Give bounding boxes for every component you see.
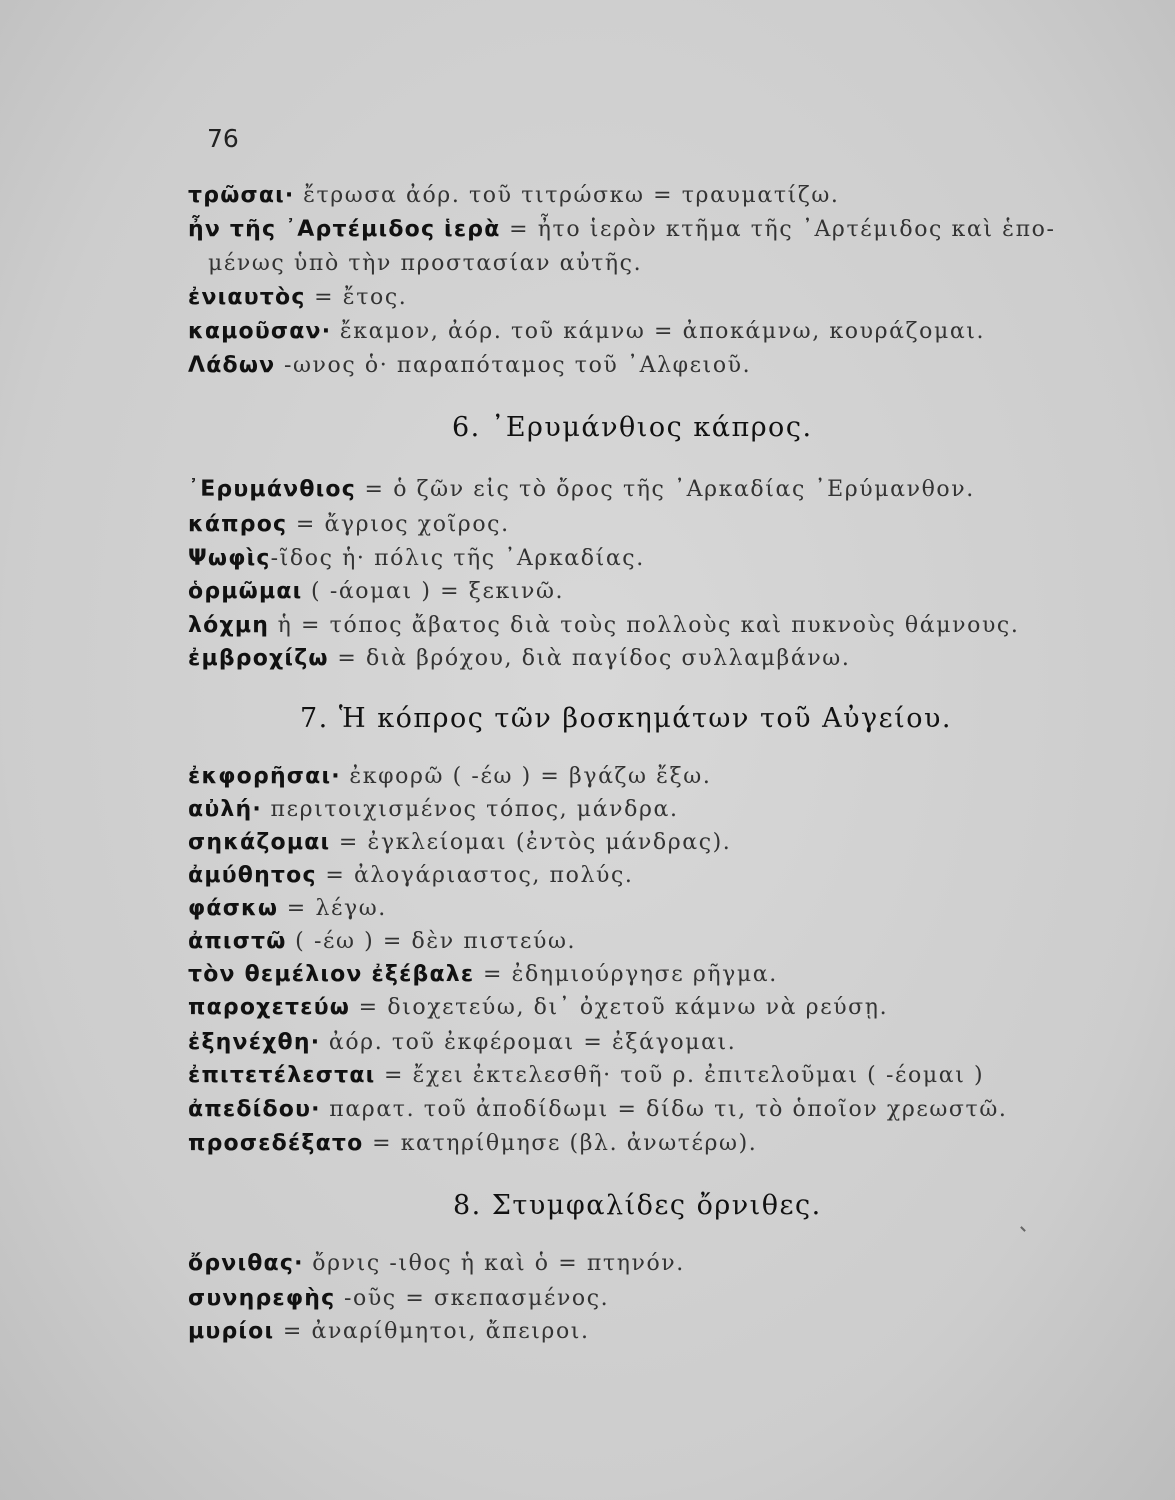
entry-headword: καμοῦσαν· <box>188 319 332 344</box>
glossary-entry <box>188 1250 685 1278</box>
entry-definition: περιτοιχισμένος τόπος, μάνδρα. <box>261 797 679 822</box>
entry-definition: = ὁ ζῶν εἰς τὸ ὄρος τῆς ᾿Αρκαδίας ᾿Ερύμανθον. <box>355 477 975 502</box>
entry-headword: τρῶσαι· <box>188 183 295 208</box>
glossary-entry <box>188 895 387 923</box>
entry-definition: μένως ὑπὸ τὴν προστασίαν αὐτῆς. <box>208 251 643 276</box>
entry-headword: ἐνιαυτὸς <box>188 285 306 310</box>
glossary-entry <box>188 928 576 956</box>
entry-definition: = ἦτο ἱερὸν κτῆμα τῆς ᾿Αρτέμιδος καὶ ἑπο- <box>500 217 1056 242</box>
entry-definition: = ἀναρίθμητοι, ἄπειροι. <box>274 1319 590 1344</box>
glossary-entry <box>188 476 975 504</box>
glossary-entry <box>188 645 850 673</box>
entry-headword: ἦν τῆς ᾿Αρτέμιδος ἱερὰ <box>188 217 501 242</box>
glossary-entry <box>188 511 510 539</box>
page-number: 76 <box>207 124 239 153</box>
glossary-entry <box>188 1096 1007 1124</box>
section-heading-6: 6. ᾿Ερυμάνθιος κάπρος. <box>452 412 813 443</box>
entry-headword: Ψωφὶς <box>188 546 271 571</box>
entry-definition: -ῖδος ἡ· πόλις τῆς ᾿Αρκαδίας. <box>270 546 645 571</box>
glossary-entry <box>188 216 1056 244</box>
entry-definition: = ἔχει ἐκτελεσθῆ· τοῦ ρ. ἐπιτελοῦμαι ( -έομαι ) <box>375 1063 985 1088</box>
glossary-entry <box>188 352 751 380</box>
entry-definition: = ἔτος. <box>305 285 408 310</box>
entry-headword: ἐμβροχίζω <box>188 646 329 671</box>
entry-headword: Λάδων <box>188 353 276 378</box>
glossary-entry <box>188 796 679 824</box>
glossary-entry <box>188 862 634 890</box>
entry-definition: = ἀλογάριαστος, πολύς. <box>316 863 634 888</box>
entry-definition: = ἐγκλείομαι (ἐντὸς μάνδρας). <box>330 830 732 855</box>
entry-definition: -οῦς = σκεπασμένος. <box>335 1286 610 1311</box>
glossary-entry <box>188 612 1019 640</box>
entry-headword: ἀμύθητος <box>188 863 317 888</box>
section-heading-7: 7. Ἡ κόπρος τῶν βοσκημάτων τοῦ Αὐγείου. <box>300 703 953 734</box>
entry-definition: ( -έω ) = δὲν πιστεύω. <box>286 929 577 954</box>
glossary-entry <box>188 318 985 346</box>
entry-headword: ὁρμῶμαι <box>188 579 303 604</box>
entry-headword: φάσκω <box>188 896 279 921</box>
entry-definition: = ἄγριος χοῖρος. <box>287 512 510 537</box>
entry-definition: ἡ = τόπος ἄβατος διὰ τοὺς πολλοὺς καὶ πυκνοὺς θάμνους. <box>269 613 1020 638</box>
stray-mark <box>1020 1226 1026 1232</box>
entry-headword: ἀπεδίδου· <box>188 1097 321 1122</box>
glossary-entry <box>188 1029 736 1057</box>
entry-definition: = διοχετεύω, δι᾿ ὀχετοῦ κάμνω νὰ ρεύσῃ. <box>350 995 889 1020</box>
entry-headword: ἐπιτετέλεσται <box>188 1063 376 1088</box>
entry-headword: λόχμη <box>188 613 270 638</box>
entry-headword: αὐλή· <box>188 797 262 822</box>
entry-headword: ὄρνιθας· <box>188 1251 304 1276</box>
section-heading-8: 8. Στυμφαλίδες ὄρνιθες. <box>453 1190 822 1221</box>
glossary-entry <box>188 994 888 1022</box>
entry-headword: ἀπιστῶ <box>188 929 287 954</box>
glossary-entry <box>188 1130 757 1158</box>
entry-headword: κάπρος <box>188 512 288 537</box>
entry-headword: ἐκφορῆσαι· <box>188 764 341 789</box>
entry-headword: τὸν θεμέλιον ἐξέβαλε <box>188 962 475 987</box>
entry-definition: = ἐδημιούργησε ρῆγμα. <box>474 962 778 987</box>
entry-definition: παρατ. τοῦ ἀποδίδωμι = δίδω τι, τὸ ὁποῖον χρεωστῶ. <box>320 1097 1008 1122</box>
entry-headword: ἐξηνέχθη· <box>188 1030 321 1055</box>
entry-headword: ᾿Ερυμάνθιος <box>188 477 356 502</box>
entry-definition: ὄρνις -ιθος ἡ καὶ ὁ = πτηνόν. <box>303 1251 685 1276</box>
glossary-entry-continuation <box>208 250 642 278</box>
entry-definition: ἔκαμον, ἀόρ. τοῦ κάμνω = ἀποκάμνω, κουράζομαι. <box>331 319 986 344</box>
entry-definition: ( -άομαι ) = ξεκινῶ. <box>302 579 565 604</box>
entry-definition: = κατηρίθμησε (βλ. ἀνωτέρω). <box>363 1131 758 1156</box>
glossary-entry <box>188 545 645 573</box>
entry-definition: ἀόρ. τοῦ ἐκφέρομαι = ἐξάγομαι. <box>320 1030 737 1055</box>
glossary-entry <box>188 763 711 791</box>
entry-headword: προσεδέξατο <box>188 1131 364 1156</box>
entry-headword: παροχετεύω <box>188 995 351 1020</box>
entry-definition: ἔτρωσα ἀόρ. τοῦ τιτρώσκω = τραυματίζω. <box>294 183 840 208</box>
entry-definition: = διὰ βρόχου, διὰ παγίδος συλλαμβάνω. <box>328 646 851 671</box>
entry-definition: ἐκφορῶ ( -έω ) = βγάζω ἔξω. <box>340 764 712 789</box>
glossary-entry <box>188 829 731 857</box>
glossary-entry <box>188 284 407 312</box>
glossary-entry <box>188 182 840 210</box>
glossary-entry <box>188 1062 984 1090</box>
entry-definition: = λέγω. <box>278 896 387 921</box>
entry-headword: μυρίοι <box>188 1319 275 1344</box>
glossary-entry <box>188 961 778 989</box>
entry-headword: συνηρεφὴς <box>188 1286 336 1311</box>
entry-definition: -ωνος ὁ· παραπόταμος τοῦ ᾿Αλφειοῦ. <box>275 353 752 378</box>
glossary-entry <box>188 578 564 606</box>
entry-headword: σηκάζομαι <box>188 830 331 855</box>
glossary-entry <box>188 1318 590 1346</box>
glossary-entry <box>188 1285 609 1313</box>
